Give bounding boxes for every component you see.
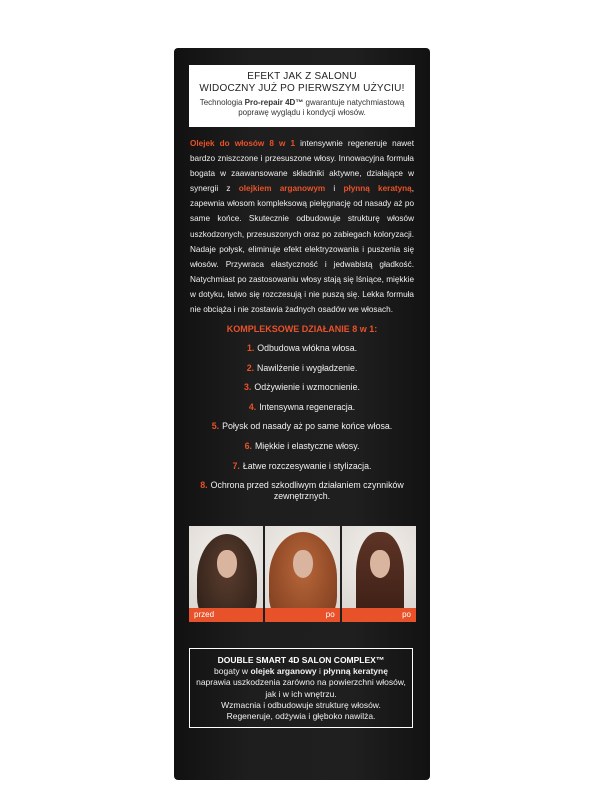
sub-bold: Pro-repair 4D™ xyxy=(244,98,304,107)
caption-after-2: po xyxy=(342,608,416,622)
benefit-text: Odbudowa włókna włosa. xyxy=(257,343,358,353)
benefit-item xyxy=(190,461,414,472)
complex-line-4: Regeneruje, odżywia i głęboko nawilża. xyxy=(226,711,376,722)
caption-after-1: po xyxy=(265,608,339,622)
benefit-item xyxy=(190,382,414,393)
complex-line-2: naprawia uszkodzenia zarówno na powierzchni włosów, jak i w ich wnętrzu. xyxy=(196,677,406,699)
complex-title: DOUBLE SMART 4D SALON COMPLEX™ xyxy=(217,655,385,665)
benefit-item xyxy=(190,421,414,432)
benefit-item xyxy=(190,441,414,452)
benefit-number: 5. xyxy=(211,421,220,432)
before-after-photos xyxy=(189,526,416,622)
complex-line-3: Wzmacnia i odbudowuje strukturę włosów. xyxy=(221,699,381,710)
benefit-text: Miękkie i elastyczne włosy. xyxy=(254,440,360,451)
benefits-title: KOMPLEKSOWE DZIAŁANIE 8 w 1: xyxy=(226,324,378,334)
desc-part-b: i xyxy=(325,184,344,194)
desc-part-a: intensywnie regeneruje nawet bardzo zniszczone i przesuszone włosy. Innowacyjna formuła bogata w zaawansowane składniki aktywne, działające w synergii z xyxy=(190,139,414,194)
sub-post: gwarantuje natychmiastową poprawę wyglądu i kondycji włosów. xyxy=(238,98,405,117)
headline xyxy=(189,71,415,95)
benefit-number: 8. xyxy=(200,480,208,491)
product-name: Olejek do włosów 8 w 1 xyxy=(190,139,295,148)
benefit-text: Połysk od nasady aż po same końce włosa. xyxy=(222,421,393,432)
photo-after-curly xyxy=(265,526,339,622)
benefit-text: Intensywna regeneracja. xyxy=(259,401,356,412)
photo-before xyxy=(189,526,263,622)
benefit-item xyxy=(190,363,414,374)
complex-l1-pre: bogaty w xyxy=(214,666,251,677)
photo-after-straight xyxy=(342,526,416,622)
complex-l1-keratin: płynną keratynę xyxy=(323,666,388,677)
benefit-number: 4. xyxy=(248,401,257,412)
benefit-text: Odżywienie i wzmocnienie. xyxy=(254,382,360,393)
benefit-item xyxy=(190,402,414,413)
caption-before: przed xyxy=(189,608,263,622)
benefit-number: 2. xyxy=(246,362,255,373)
benefit-text: Nawilżenie i wygładzenie. xyxy=(257,362,358,373)
benefit-text: Ochrona przed szkodliwym działaniem czynników zewnętrznych. xyxy=(210,480,404,502)
headline-line-1: EFEKT JAK Z SALONU xyxy=(247,71,357,82)
benefit-number: 7. xyxy=(232,460,240,471)
desc-part-c: , zapewnia włosom kompleksową pielęgnację od nasady aż po same końce. Skutecznie odbudowuje strukturę włosów uszkodzonych, przesuszonych oraz po zabiegach koloryzacji. Nadaje połysk, eliminuje efekt elektryzowania i puszenia się włosów. Przywraca elastyczność i jedwabistą gładkość. Natychmiast po zastosowaniu włosy stają się lśniące, miękkie w dotyku, łatwo się rozczesują i nie puszą się. Lekka formuła nie obciąża i nie zostawia żadnych osadów we włosach. xyxy=(190,184,415,315)
benefits-list xyxy=(190,343,414,511)
benefit-item xyxy=(190,343,414,354)
sub-pre: Technologia xyxy=(199,98,245,107)
headline-line-2: WIDOCZNY JUŻ PO PIERWSZYM UŻYCIU! xyxy=(199,83,405,94)
benefit-text: Łatwe rozczesywanie i stylizacja. xyxy=(242,460,372,471)
description-paragraph xyxy=(190,136,414,317)
headline-subtext xyxy=(189,98,415,118)
complex-l1-argan: olejek arganowy xyxy=(250,666,317,677)
benefit-item xyxy=(190,480,414,502)
liquid-keratin: płynną keratyną xyxy=(343,184,412,194)
complex-info-box xyxy=(189,648,413,728)
headline-box xyxy=(189,65,415,127)
benefit-number: 3. xyxy=(244,382,252,393)
complex-l1-mid: i xyxy=(316,666,324,677)
complex-line-1 xyxy=(190,666,412,677)
benefit-number: 6. xyxy=(244,440,252,451)
product-info-panel xyxy=(174,48,430,780)
benefit-number: 1. xyxy=(246,343,255,353)
argan-oil: olejkiem arganowym xyxy=(238,184,326,194)
